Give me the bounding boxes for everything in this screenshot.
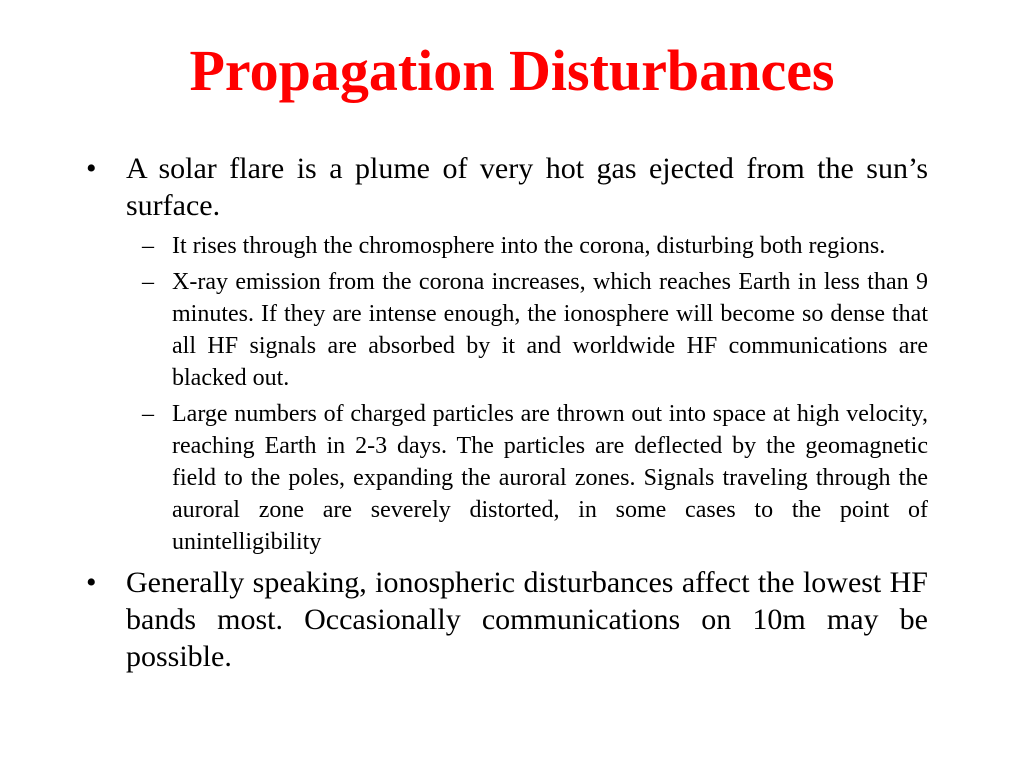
sub-bullet-marker: – xyxy=(142,269,154,295)
sub-bullet-marker: – xyxy=(142,401,154,427)
sub-bullet-item xyxy=(86,398,928,558)
sub-bullet-text: It rises through the chromosphere into the corona, disturbing both regions. xyxy=(172,233,886,259)
slide-title: Propagation Disturbances xyxy=(189,38,835,103)
bullet-item xyxy=(86,150,928,224)
sub-bullet-marker: – xyxy=(142,233,154,259)
sub-bullet-item xyxy=(86,230,928,262)
sub-bullet-item xyxy=(86,266,928,394)
bullet-marker: • xyxy=(86,152,97,185)
slide-content xyxy=(86,150,928,679)
sub-bullet-text: X-ray emission from the corona increases, which reaches Earth in less than 9 minutes. If they are intense enough, the ionosphere will become so dense that all HF signals are absorbed by it and worldwide HF communications are blacked out. xyxy=(172,269,928,391)
sub-bullet-list xyxy=(86,230,928,558)
bullet-marker: • xyxy=(86,566,97,599)
bullet-text: A solar flare is a plume of very hot gas ejected from the sun’s surface. xyxy=(126,152,928,222)
bullet-item xyxy=(86,564,928,675)
sub-bullet-text: Large numbers of charged particles are thrown out into space at high velocity, reaching Earth in 2-3 days. The particles are deflected by the geomagnetic field to the poles, expanding the auroral zones. Signals traveling through the auroral zone are severely distorted, in some cases to the point of unintelligibility xyxy=(172,401,928,555)
bullet-text: Generally speaking, ionospheric disturbances affect the lowest HF bands most. Occasionally communications on 10m may be possible. xyxy=(126,566,928,673)
